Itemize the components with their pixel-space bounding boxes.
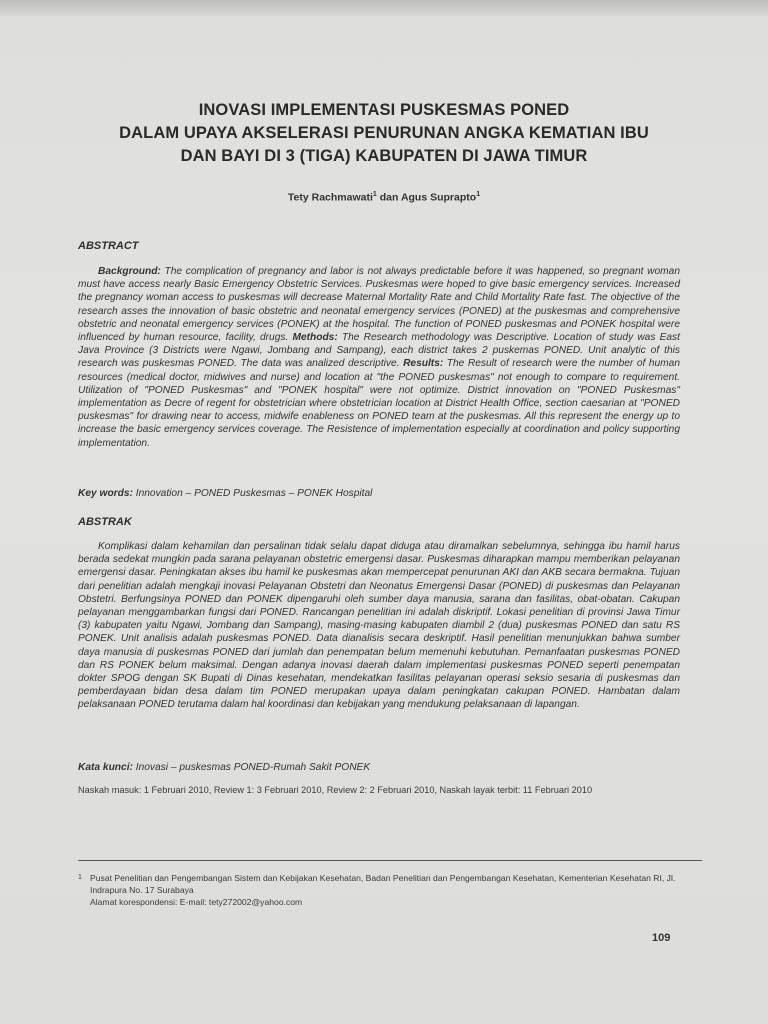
abstract-background-label: Background: [98,266,161,277]
scan-top-edge [0,0,768,16]
page-number: 109 [652,932,671,944]
keywords-text: Innovation – PONED Puskesmas – PONEK Hospital [132,488,373,499]
author-line [0,191,768,204]
abstrak-text: Komplikasi dalam kehamilan dan persalinan tidak selalu dapat diduga atau diramalkan sebelumnya, sehingga ibu hamil harus berada sedekat mungkin pada sarana pelayanan obstetric emergensi dasar. Puskesmas diharapkan mampu memberikan pelayanan emergensi dasar. Peningkatan akses ibu hamil ke puskesmas akan mempercepat penurunan AKI dan AKB secara bermakna. Tujuan dari penelitian adalah mengkaji inovasi Pelayanan Obstetri dan Neonatus Emergensi Dasar (PONED) di puskesmas dan Pelayanan Obstetri. Berfungsinya PONED dan PONEK dipengaruhi oleh sumber daya manusia, sarana dan fasilitas, obat-obatan. Cakupan pelayanan menggambarkan fungsi dari PONED. Rancangan penelitian ini adalah diskriptif. Lokasi penelitian di provinsi Jawa Timur (3) kabupaten yaitu Ngawi, Jombang dan Sampang), masing-masing kabupaten diambil 2 (dua) puskesmas PONED dan satu RS PONEK. Unit analisis adalah puskesmas PONED. Data dianalisis secara deskriptif. Hasil penelitian menunjukkan bahwa sumber daya manusia di puskesmas PONED dari jumlah dan penempatan belum memenuhi kebutuhan. Pemanfaatan puskesmas PONED dan RS PONEK belum maksimal. Dengan adanya inovasi daerah dalam implementasi puskesmas PONED seperti penempatan dokter SPOG dengan SK Bupati di Dinas kesehatan, mendekatkan fasilitas pelayanan operasi seksio sesaria di puskesmas dan pemberdayaan bidan desa dalam tim PONED merupakan upaya dalam peningkatan cakupan PONED. Hambatan dalam pelaksanaan PONED terutama dalam hal koordinasi dan kebijakan yang mendukung pelaksanaan di lapangan. [78,541,680,711]
abstract-heading: ABSTRACT [78,240,139,252]
footnote-affiliation: Pusat Penelitian dan Pengembangan Sistem dan Kebijakan Kesehatan, Badan Penelitian dan Pengembangan Kesehatan, Kementerian Kesehatan RI, Jl. Indrapura No. 17 Surabaya [90,873,676,895]
abstract-methods-text: The Research methodology was Descriptive. Location of study was East Java Province (3 Districts were Ngawi, Jombang and Sampang), each district takes 2 puskemas PONED. Unit analytic of this research was puskesmas PONED. The data was analized descriptive. [78,332,680,370]
author-connector: dan [376,191,401,204]
abstract-results-label: Results: [403,358,444,370]
abstract-results-text: The Result of research were the number of human resources (medical doctor, midwives and nurse) and location at "the PONED puskesmas" not enough to compare to requirement. Utilization of "PONED Puskesmas" and "PONEK hospital" were not optimize. District innovation on "PONED Puskesmas" implementation as Decre of regent for obstetrician where obstetrician location at District Health Office, section caesarian at "PONED puskesmas" for drawing near to access, midwife enableness on PONED team at the puskesmas. All this represent the energy up to increase the basic emergency services coverage. The Resistence of implementation especially at coordination and policy supporting implementation. [78,358,680,449]
title-line-2: DALAM UPAYA AKSELERASI PENURUNAN ANGKA KEMATIAN IBU [119,124,649,142]
abstract-methods-label: Methods: [292,332,338,344]
kata-kunci-label: Kata kunci: [78,762,133,773]
abstrak-body [78,540,680,712]
abstrak-heading: ABSTRAK [78,516,132,528]
author-2-affiliation-mark: 1 [476,191,481,198]
footnote-divider [78,860,702,861]
footnote-correspondence: Alamat korespondensi: E-mail: tety272002@yahoo.com [90,897,303,907]
author-2: Agus Suprapto [400,191,477,204]
kata-kunci-text: Inovasi – puskesmas PONED-Rumah Sakit PONEK [132,762,371,773]
title-line-1: INOVASI IMPLEMENTASI PUSKESMAS PONED [198,101,570,119]
article-title [60,99,708,168]
author-1-affiliation-mark: 1 [372,191,377,198]
author-1: Tety Rachmawati [287,191,373,204]
submission-dates: Naskah masuk: 1 Februari 2010, Review 1: 3 Februari 2010, Review 2: 2 Februari 2010, Naskah layak terbit: 11 Februari 2010 [78,785,593,795]
abstract-background-text: The complication of pregnancy and labor is not always predictable before it was happened, so pregnant woman must have access nearly Basic Emergency Obstetric Services. Puskesmas were hoped to give basic emergency services. Increased the pregnancy woman access to puskesmas will decrease Maternal Mortality Rate and Child Mortality Rate fast. The objective of the research asses the innovation of basic obstetric and neonatal emergency services (PONED) at the puskesmas and comprehensive obstetric and neonatal emergency services (PONEK) at the hospital. The function of PONED puskesmas and PONEK hospital were influenced by human resource, facility, drugs. [78,266,680,344]
affiliation-footnote [78,872,708,908]
keywords-label: Key words: [78,488,133,499]
keywords-line [78,488,372,499]
footnote-mark: 1 [78,874,82,881]
title-line-3: DAN BAYI DI 3 (TIGA) KABUPATEN DI JAWA TIMUR [180,147,588,165]
abstract-body [78,265,680,450]
kata-kunci-line [78,762,370,773]
